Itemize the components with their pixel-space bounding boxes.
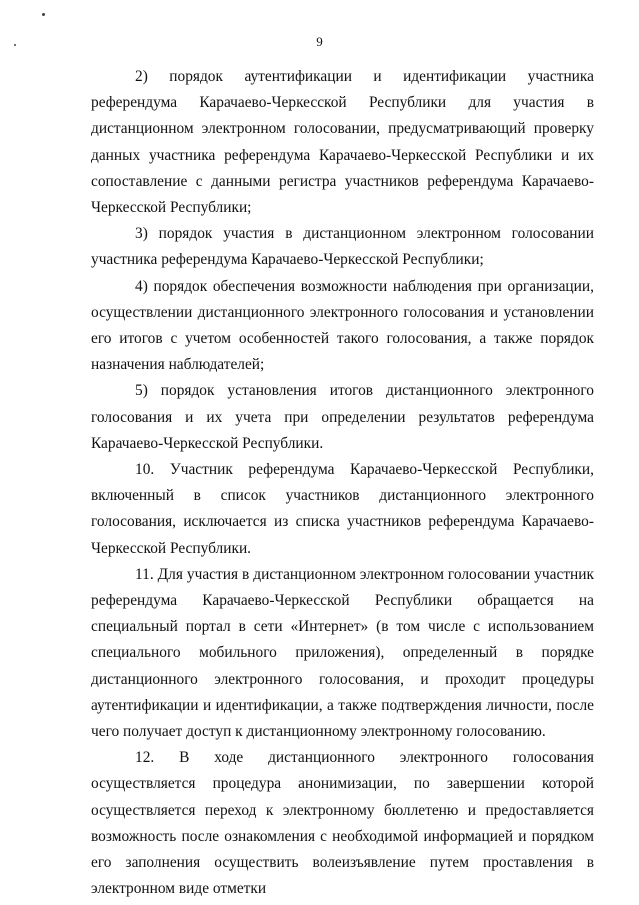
paragraph-clause-10: 10. Участник референдума Карачаево-Черкесской Республики, включенный в список участников дистанционного электронного голосования, исключается из списка участников референдума Карачаево-Черкесской Республики.: [91, 461, 594, 557]
page-number: 9: [316, 34, 323, 49]
paragraph-item-4: 4) порядок обеспечения возможности наблюдения при организации, осуществлении дистанционного электронного голосования и установлении его итогов с учетом особенностей такого голосования, а также порядок назначения наблюдателей;: [91, 277, 594, 374]
paragraph-clause-11: 11. Для участия в дистанционном электронном голосовании участник референдума Карачаево-Черкесской Республики обращается на специальный портал в сети «Интернет» (в том числе с использованием специального мобильного приложения), определенный в порядке дистанционного электронного голосования, и проходит процедуры аутентификации и идентификации, а также подтверждения личности, после чего получает доступ к дистанционному электронному голосованию.: [91, 565, 594, 741]
scan-speck: [42, 13, 45, 16]
paragraph-item-5: 5) порядок установления итогов дистанционного электронного голосования и их учета при определении результатов референдума Карачаево-Черкесской Республики.: [91, 382, 594, 452]
paragraph-item-2: 2) порядок аутентификации и идентификации участника референдума Карачаево-Черкесской Республики для участия в дистанционном электронном голосовании, предусматривающий проверку данных участника референдума Карачаево-Черкесской Республики и их сопоставление с данными регистра участников референдума Карачаево-Черкесской Республики;: [91, 68, 594, 217]
paragraph-clause-12: 12. В ходе дистанционного электронного голосования осуществляется процедура анонимизации, по завершении которой осуществляется переход к электронному бюллетеню и предоставляется возможность после ознакомления с необходимой информацией и порядком его заполнения осуществить волеизъявление путем проставления в электронном виде отметки: [91, 749, 594, 898]
document-body: [91, 64, 594, 903]
paragraph-item-3: 3) порядок участия в дистанционном электронном голосовании участника референдума Карачаево-Черкесской Республики;: [91, 225, 594, 269]
